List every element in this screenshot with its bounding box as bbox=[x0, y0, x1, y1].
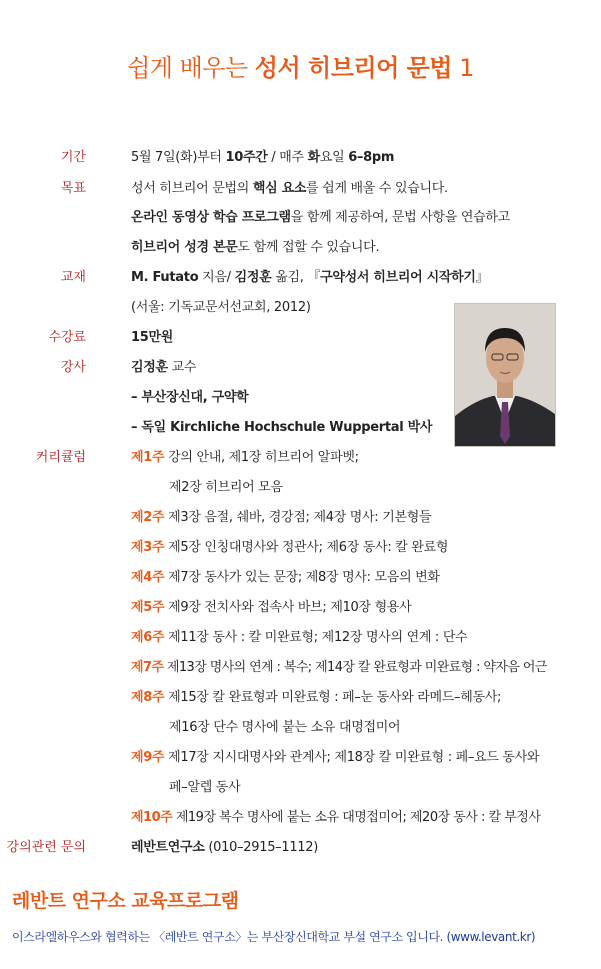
goal-line-2: 온라인 동영상 학습 프로그램을 함께 제공하여, 문법 사항을 연습하고 bbox=[131, 210, 510, 225]
footer-text: 이스라엘하우스와 협력하는 〈레반트 연구소〉는 부산장신대학교 부설 연구소 입니다. (www.levant.kr) bbox=[12, 930, 536, 944]
label-instructor: 강사 bbox=[60, 360, 86, 375]
instructor-cv-2: – 독일 Kirchliche Hochschule Wuppertal 박사 bbox=[131, 420, 433, 435]
page-title: 쉽게 배우는 성서 히브리어 문법 1 bbox=[127, 54, 474, 82]
label-curriculum: 커리큘럼 bbox=[35, 450, 86, 465]
textbook-line-2: (서울: 기독교문서선교회, 2012) bbox=[131, 300, 311, 315]
period-value: 5월 7일(화)부터 10주간 / 매주 화요일 6–8pm bbox=[131, 150, 395, 165]
goal-line-3: 히브리어 성경 본문도 함께 접할 수 있습니다. bbox=[131, 240, 380, 255]
portrait-image bbox=[455, 304, 555, 446]
contact-value: 레반트연구소 (010–2915–1112) bbox=[131, 840, 319, 855]
curriculum-week-8: 제8주 제15장 칼 완료형과 미완료형 : 페–눈 동사와 라메드–헤동사; bbox=[131, 690, 502, 705]
instructor-photo bbox=[454, 303, 556, 447]
curriculum-week-9-cont: 페–알렙 동사 bbox=[169, 780, 241, 795]
curriculum-week-1-cont: 제2장 히브리어 모음 bbox=[169, 480, 283, 495]
instructor-name: 김정훈 교수 bbox=[131, 360, 197, 375]
label-textbook: 교재 bbox=[60, 270, 86, 285]
curriculum-week-9: 제9주 제17장 지시대명사와 관계사; 제18장 칼 미완료형 : 페–요드 동사와 bbox=[131, 750, 540, 765]
curriculum-week-5: 제5주 제9장 전치사와 접속사 바브; 제10장 형용사 bbox=[131, 600, 412, 615]
curriculum-week-4: 제4주 제7장 동사가 있는 문장; 제8장 명사: 모음의 변화 bbox=[131, 570, 440, 585]
label-goal: 목표 bbox=[60, 181, 86, 196]
curriculum-week-7: 제7주 제13장 명사의 연계 : 복수; 제14장 칼 완료형과 미완료형 : 약자음 어근 bbox=[131, 660, 547, 675]
textbook-line-1: M. Futato 지음/ 김정훈 옮김, 『구약성서 히브리어 시작하기』 bbox=[131, 270, 489, 285]
instructor-cv-1: – 부산장신대, 구약학 bbox=[131, 390, 249, 405]
label-period: 기간 bbox=[60, 150, 86, 165]
curriculum-week-6: 제6주 제11장 동사 : 칼 미완료형; 제12장 명사의 연계 : 단수 bbox=[131, 630, 468, 645]
curriculum-week-3: 제3주 제5장 인칭대명사와 정관사; 제6장 동사: 칼 완료형 bbox=[131, 540, 449, 555]
goal-line-1: 성서 히브리어 문법의 핵심 요소를 쉽게 배울 수 있습니다. bbox=[131, 181, 448, 196]
curriculum-week-8-cont: 제16장 단수 명사에 붙는 소유 대명접미어 bbox=[169, 720, 401, 735]
label-fee: 수강료 bbox=[48, 330, 86, 345]
curriculum-week-1: 제1주 강의 안내, 제1장 히브리어 알파벳; bbox=[131, 450, 359, 465]
curriculum-week-2: 제2주 제3장 음절, 쉐바, 경강점; 제4장 명사: 기본형들 bbox=[131, 510, 432, 525]
label-contact: 강의관련 문의 bbox=[6, 840, 86, 855]
fee-value: 15만원 bbox=[131, 330, 174, 345]
curriculum-week-10: 제10주 제19장 복수 명사에 붙는 소유 대명접미어; 제20장 동사 : 칼 부정사 bbox=[131, 810, 541, 825]
footer-title: 레반트 연구소 교육프로그램 bbox=[12, 890, 239, 912]
